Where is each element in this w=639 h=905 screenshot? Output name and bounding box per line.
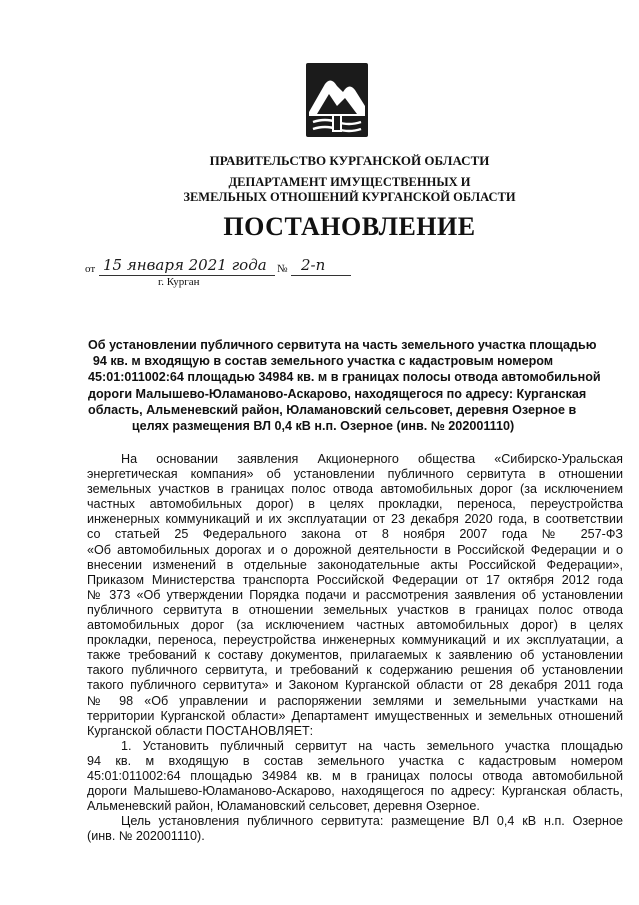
department-name-line1: ДЕПАРТАМЕНТ ИМУЩЕСТВЕННЫХ И (228, 175, 471, 189)
body-line: дороги Малышево-Юламаново-Аскарово, находящегося по адресу: Курганская область, (87, 784, 623, 799)
body-line: прокладки, переноса, переустройства инженерных коммуникаций и их эксплуатации, а (87, 633, 623, 648)
body-line: Цель установления публичного сервитута: размещение ВЛ 0,4 кВ н.п. Озерное (121, 814, 623, 829)
subject-line: Об установлении публичного сервитута на часть земельного участка площадью (88, 338, 597, 352)
body-line: На основании заявления Акционерного общества «Сибирско-Уральская (121, 452, 623, 466)
coat-of-arms-emblem (305, 62, 369, 138)
government-name: ПРАВИТЕЛЬСТВО КУРГАНСКОЙ ОБЛАСТИ (209, 153, 490, 168)
body-line: 94 кв. м входящую в состав земельного участка с кадастровым номером (87, 753, 623, 768)
body-line: Альменевский район, Юламановский сельсовет, деревня Озерное. (87, 799, 480, 814)
subject-line: дороги Малышево-Юламаново-Аскарово, находящегося по адресу: Курганская (88, 386, 587, 401)
document-subject (88, 337, 601, 434)
body-line: № 373 «Об утверждении Порядка подачи и рассмотрения заявления об установлении (87, 587, 623, 602)
body-line: (инв. № 202001110). (87, 829, 205, 844)
document-body (87, 452, 623, 844)
body-line: внесении изменений в отдельные законодательные акты Российской Федерации», (87, 557, 623, 572)
body-line: № 98 «Об управлении и распоряжении землями и земельными участками на (87, 693, 623, 708)
body-line: такого публичного сервитута» и Законом Курганской области от 28 декабря 2011 года (87, 678, 623, 693)
subject-line: область, Альменевский район, Юламановский сельсовет, деревня Озерное в (88, 402, 577, 417)
handwritten-date: 15 января 2021 года (103, 256, 267, 274)
body-line: автомобильных дорог (за исключением частных автомобильных дорог) в целях (87, 618, 623, 633)
body-line: со статьей 25 Федерального закона от 8 ноября 2007 года № 257-ФЗ (87, 527, 623, 542)
body-line: 1. Установить публичный сервитут на часть земельного участка площадью (121, 738, 623, 753)
body-line: «Об автомобильных дорогах и о дорожной деятельности в Российской Федерации и о (87, 542, 623, 557)
subject-line: 94 кв. м входящую в состав земельного участка с кадастровым номером (92, 354, 554, 369)
from-label: от (85, 263, 96, 275)
body-line: энергетическая компания» об установлении публичного сервитута в отношении (87, 467, 623, 482)
document-type-title: ПОСТАНОВЛЕНИЕ (223, 212, 476, 241)
body-line: публичного сервитута в отношении земельных участков в границах полос отвода (87, 602, 623, 617)
body-line: земельных участков в границах полос отвода автомобильных дорог (за исключением (87, 482, 623, 497)
subject-line: целях размещения ВЛ 0,4 кВ н.п. Озерное (инв. № 202001110) (131, 419, 515, 434)
number-label: № (277, 263, 288, 275)
body-line: Приказом Министерства транспорта Российской Федерации от 17 октября 2012 года (87, 572, 623, 587)
city-label: г. Курган (158, 276, 200, 288)
department-name-line2: ЗЕМЕЛЬНЫХ ОТНОШЕНИЙ КУРГАНСКОЙ ОБЛАСТИ (183, 190, 516, 204)
body-line: территории Курганской области» Департамент имущественных и земельных отношений (87, 708, 623, 723)
number-underline (291, 275, 351, 276)
body-line: инженерных коммуникаций и их эксплуатации от 23 декабря 2020 года, в соответствии (87, 512, 623, 527)
handwritten-number: 2-п (301, 256, 326, 274)
body-line: частных автомобильных дорог) в целях прокладки, переноса, переустройства (87, 497, 623, 512)
body-line: также требований к составу документов, прилагаемых к заявлению об установлении (87, 648, 623, 663)
date-number-line (85, 256, 365, 280)
body-line: 45:01:011002:64 площадью 34984 кв. м в границах полосы отвода автомобильной (87, 768, 623, 783)
subject-line: 45:01:011002:64 площадью 34984 кв. м в границах полосы отвода автомобильной (88, 370, 601, 385)
body-line: такого публичного сервитута, и требований к содержанию решения об установлении (87, 663, 623, 678)
body-line: Курганской области ПОСТАНОВЛЯЕТ: (87, 723, 314, 738)
